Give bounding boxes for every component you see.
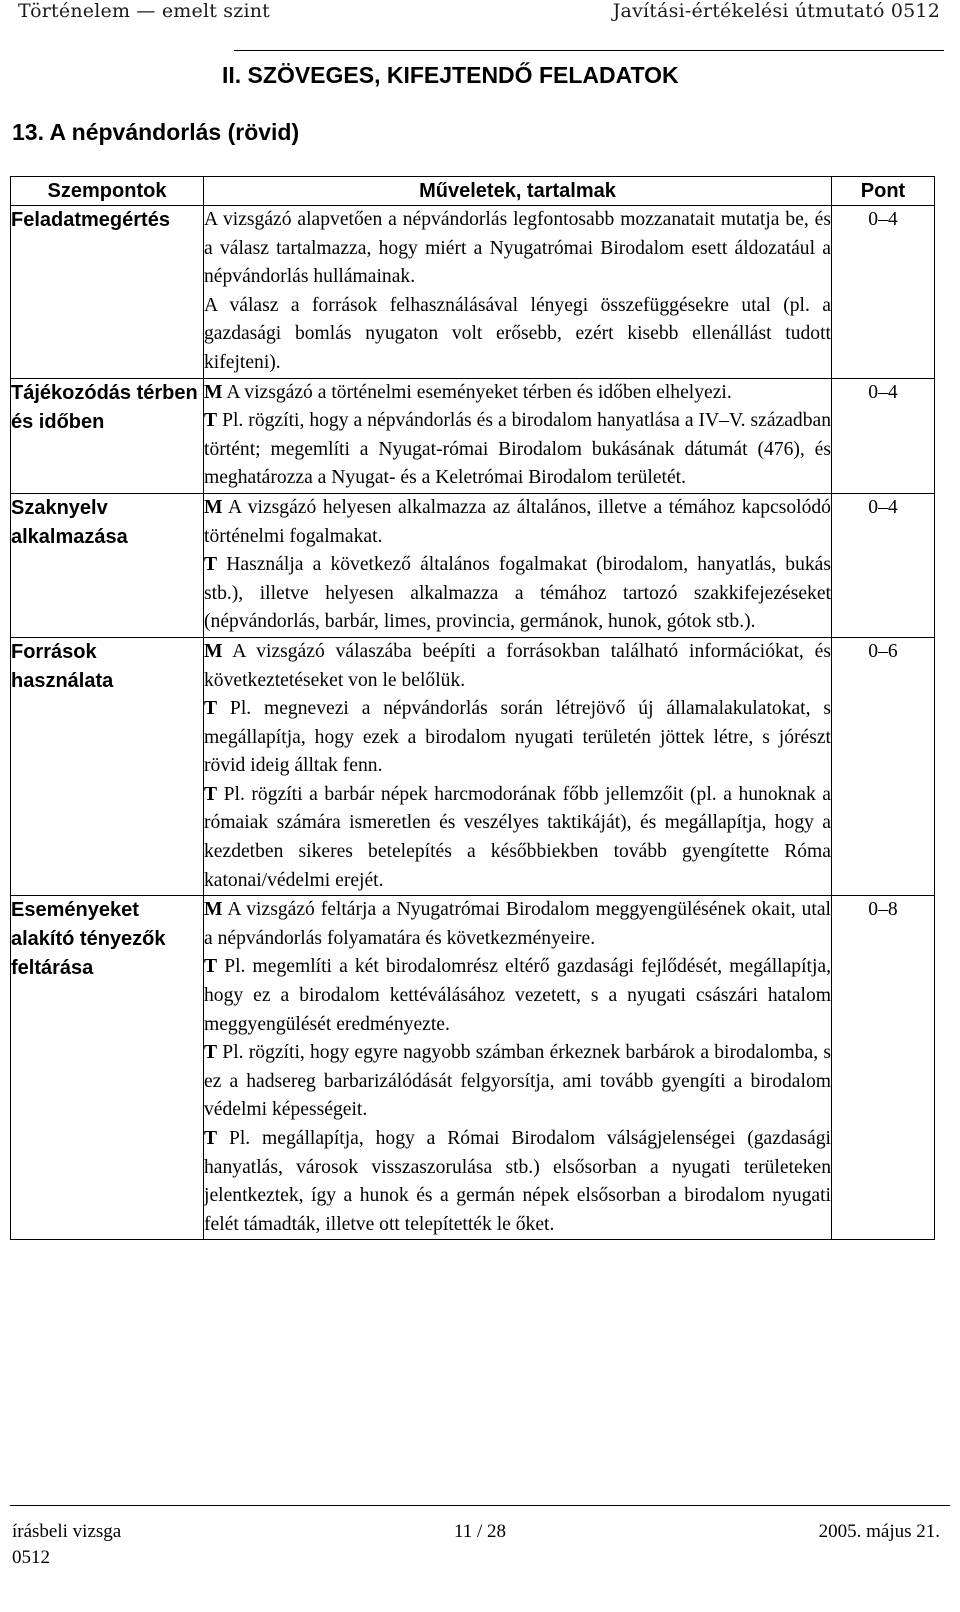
footer-rule bbox=[10, 1505, 950, 1506]
paragraph-text: Pl. megnevezi a népvándorlás során létrejövő új államalakulatokat, s megállapítja, hogy ezek a birodalom nyugati területén jöttek létre, s jórészt rövid ideig álltak fenn. bbox=[204, 698, 831, 777]
column-header-points: Pont bbox=[832, 177, 935, 206]
operation-paragraph bbox=[204, 292, 831, 378]
points-cell: 0–8 bbox=[832, 896, 935, 1240]
paragraph-text: Pl. rögzíti, hogy a népvándorlás és a birodalom hanyatlása a IV–V. században történt; megemlíti a Nyugat-római Birodalom bukásának dátumát (476), és meghatározza a Nyugat- és a Keletrómai Birodalom területét. bbox=[204, 410, 832, 489]
paragraph-tag: T bbox=[204, 698, 218, 720]
task-title: 13. A népvándorlás (rövid) bbox=[12, 119, 300, 145]
paragraph-tag: T bbox=[204, 956, 218, 978]
page-header bbox=[12, 0, 944, 52]
operation-paragraph bbox=[204, 206, 831, 292]
paragraph-text: A vizsgázó alapvetően a népvándorlás legfontosabb mozzanatait mutatja be, és a válasz tartalmazza, hogy miért a Nyugatrómai Birodalom esett áldozatául a népvándorlás hullámainak. bbox=[204, 209, 831, 288]
paragraph-tag: M bbox=[204, 899, 223, 921]
column-header-criteria: Szempontok bbox=[11, 177, 204, 206]
criterion-cell: Források használata bbox=[11, 637, 204, 895]
paragraph-text: Pl. megemlíti a két birodalomrész eltérő gazdasági fejlődését, megállapítja, hogy ez a birodalom kettéválásához vezetett, s a nyugati császári hatalom meggyengülését eredményezte. bbox=[204, 956, 831, 1035]
table-row bbox=[11, 206, 935, 379]
section-title: II. SZÖVEGES, KIFEJTENDŐ FELADATOK bbox=[222, 62, 679, 88]
table-row bbox=[11, 896, 935, 1240]
points-cell: 0–6 bbox=[832, 637, 935, 895]
operation-paragraph bbox=[204, 1125, 831, 1239]
operations-cell bbox=[204, 206, 832, 379]
criterion-cell: Eseményeket alakító tényezők feltárása bbox=[11, 896, 204, 1240]
footer-code: 0512 bbox=[12, 1547, 50, 1568]
footer-date: 2005. május 21. bbox=[818, 1521, 940, 1542]
paragraph-text: A vizsgázó válaszába beépíti a forrásokban található információkat, és következtetéseket von le belőlük. bbox=[204, 640, 832, 691]
operations-cell bbox=[204, 637, 832, 895]
operation-paragraph bbox=[204, 638, 831, 695]
operation-paragraph bbox=[204, 695, 831, 781]
criterion-cell: Tájékozódás térben és időben bbox=[11, 378, 204, 493]
operations-cell bbox=[204, 378, 832, 493]
points-cell: 0–4 bbox=[832, 378, 935, 493]
operation-paragraph bbox=[204, 551, 831, 637]
paragraph-text: A vizsgázó feltárja a Nyugatrómai Birodalom meggyengülésének okait, utal a népvándorlás folyamatára és következményeire. bbox=[204, 899, 831, 949]
header-document-code: Javítási-értékelési útmutató 0512 bbox=[612, 0, 940, 22]
paragraph-tag: T bbox=[204, 554, 218, 576]
criterion-cell: Szaknyelv alkalmazása bbox=[11, 493, 204, 637]
paragraph-text: A vizsgázó helyesen alkalmazza az általános, illetve a témához kapcsolódó történelmi fogalmakat. bbox=[204, 496, 831, 547]
points-cell: 0–4 bbox=[832, 206, 935, 379]
operation-paragraph bbox=[204, 407, 831, 493]
header-subject: Történelem — emelt szint bbox=[18, 0, 271, 22]
paragraph-text: Pl. megállapítja, hogy a Római Birodalom válságjelenségei (gazdasági hanyatlás, városok visszaszorulása stb.) elsősorban a nyugati területeken jelentkeztek, így a hunok és a germán népek elsősorban a birodalom nyugati felét támadták, illetve ott telepítették le őket. bbox=[204, 1128, 831, 1235]
operations-cell bbox=[204, 896, 832, 1240]
table-row bbox=[11, 637, 935, 895]
header-rule bbox=[234, 50, 944, 51]
paragraph-text: A vizsgázó a történelmi eseményeket térben és időben elhelyezi. bbox=[226, 381, 732, 403]
scoring-table bbox=[10, 176, 935, 1240]
operation-paragraph bbox=[204, 896, 831, 953]
operations-cell bbox=[204, 493, 832, 637]
operation-paragraph bbox=[204, 494, 831, 551]
criterion-cell: Feladatmegértés bbox=[11, 206, 204, 379]
table-row bbox=[11, 378, 935, 493]
table-row bbox=[11, 493, 935, 637]
paragraph-tag: M bbox=[204, 381, 223, 403]
table-header-row bbox=[11, 177, 935, 206]
paragraph-text: Pl. rögzíti a barbár népek harcmodorának főbb jellemzőit (pl. a hunoknak a rómaiak számára ismeretlen és veszélyes taktikáját), és megállapítja, hogy a kezdetben sikeres betelepítés a későbbiekben tovább gyengítette Róma katonai/védelmi erejét. bbox=[204, 783, 831, 891]
paragraph-tag: M bbox=[204, 496, 223, 518]
operation-paragraph bbox=[204, 379, 831, 408]
operation-paragraph bbox=[204, 953, 831, 1039]
paragraph-tag: M bbox=[204, 640, 223, 662]
paragraph-tag: T bbox=[204, 1042, 218, 1064]
footer-page-number: 11 / 28 bbox=[453, 1521, 507, 1542]
points-cell: 0–4 bbox=[832, 493, 935, 637]
paragraph-text: A válasz a források felhasználásával lényegi összefüggésekre utal (pl. a gazdasági bomlás nyugaton volt erősebb, ezért kisebb ellenállást tudott kifejteni). bbox=[204, 294, 831, 373]
column-header-operations: Műveletek, tartalmak bbox=[204, 177, 832, 206]
footer-exam-type: írásbeli vizsga bbox=[12, 1521, 122, 1542]
operation-paragraph bbox=[204, 1039, 831, 1125]
operation-paragraph bbox=[204, 781, 831, 895]
paragraph-tag: T bbox=[204, 783, 218, 805]
paragraph-text: Pl. rögzíti, hogy egyre nagyobb számban érkeznek barbárok a birodalomba, s ez a hadsereg barbarizálódását felgyorsítja, ami tovább gyengíti a birodalom védelmi képességeit. bbox=[204, 1042, 831, 1121]
paragraph-text: Használja a következő általános fogalmakat (birodalom, hanyatlás, bukás stb.), illetve helyesen alkalmazza a témához tartozó szakkifejezéseket (népvándorlás, barbár, limes, provincia, germánok, hunok, gótok stb.). bbox=[204, 554, 831, 633]
paragraph-tag: T bbox=[204, 1128, 218, 1149]
paragraph-tag: T bbox=[204, 410, 218, 432]
